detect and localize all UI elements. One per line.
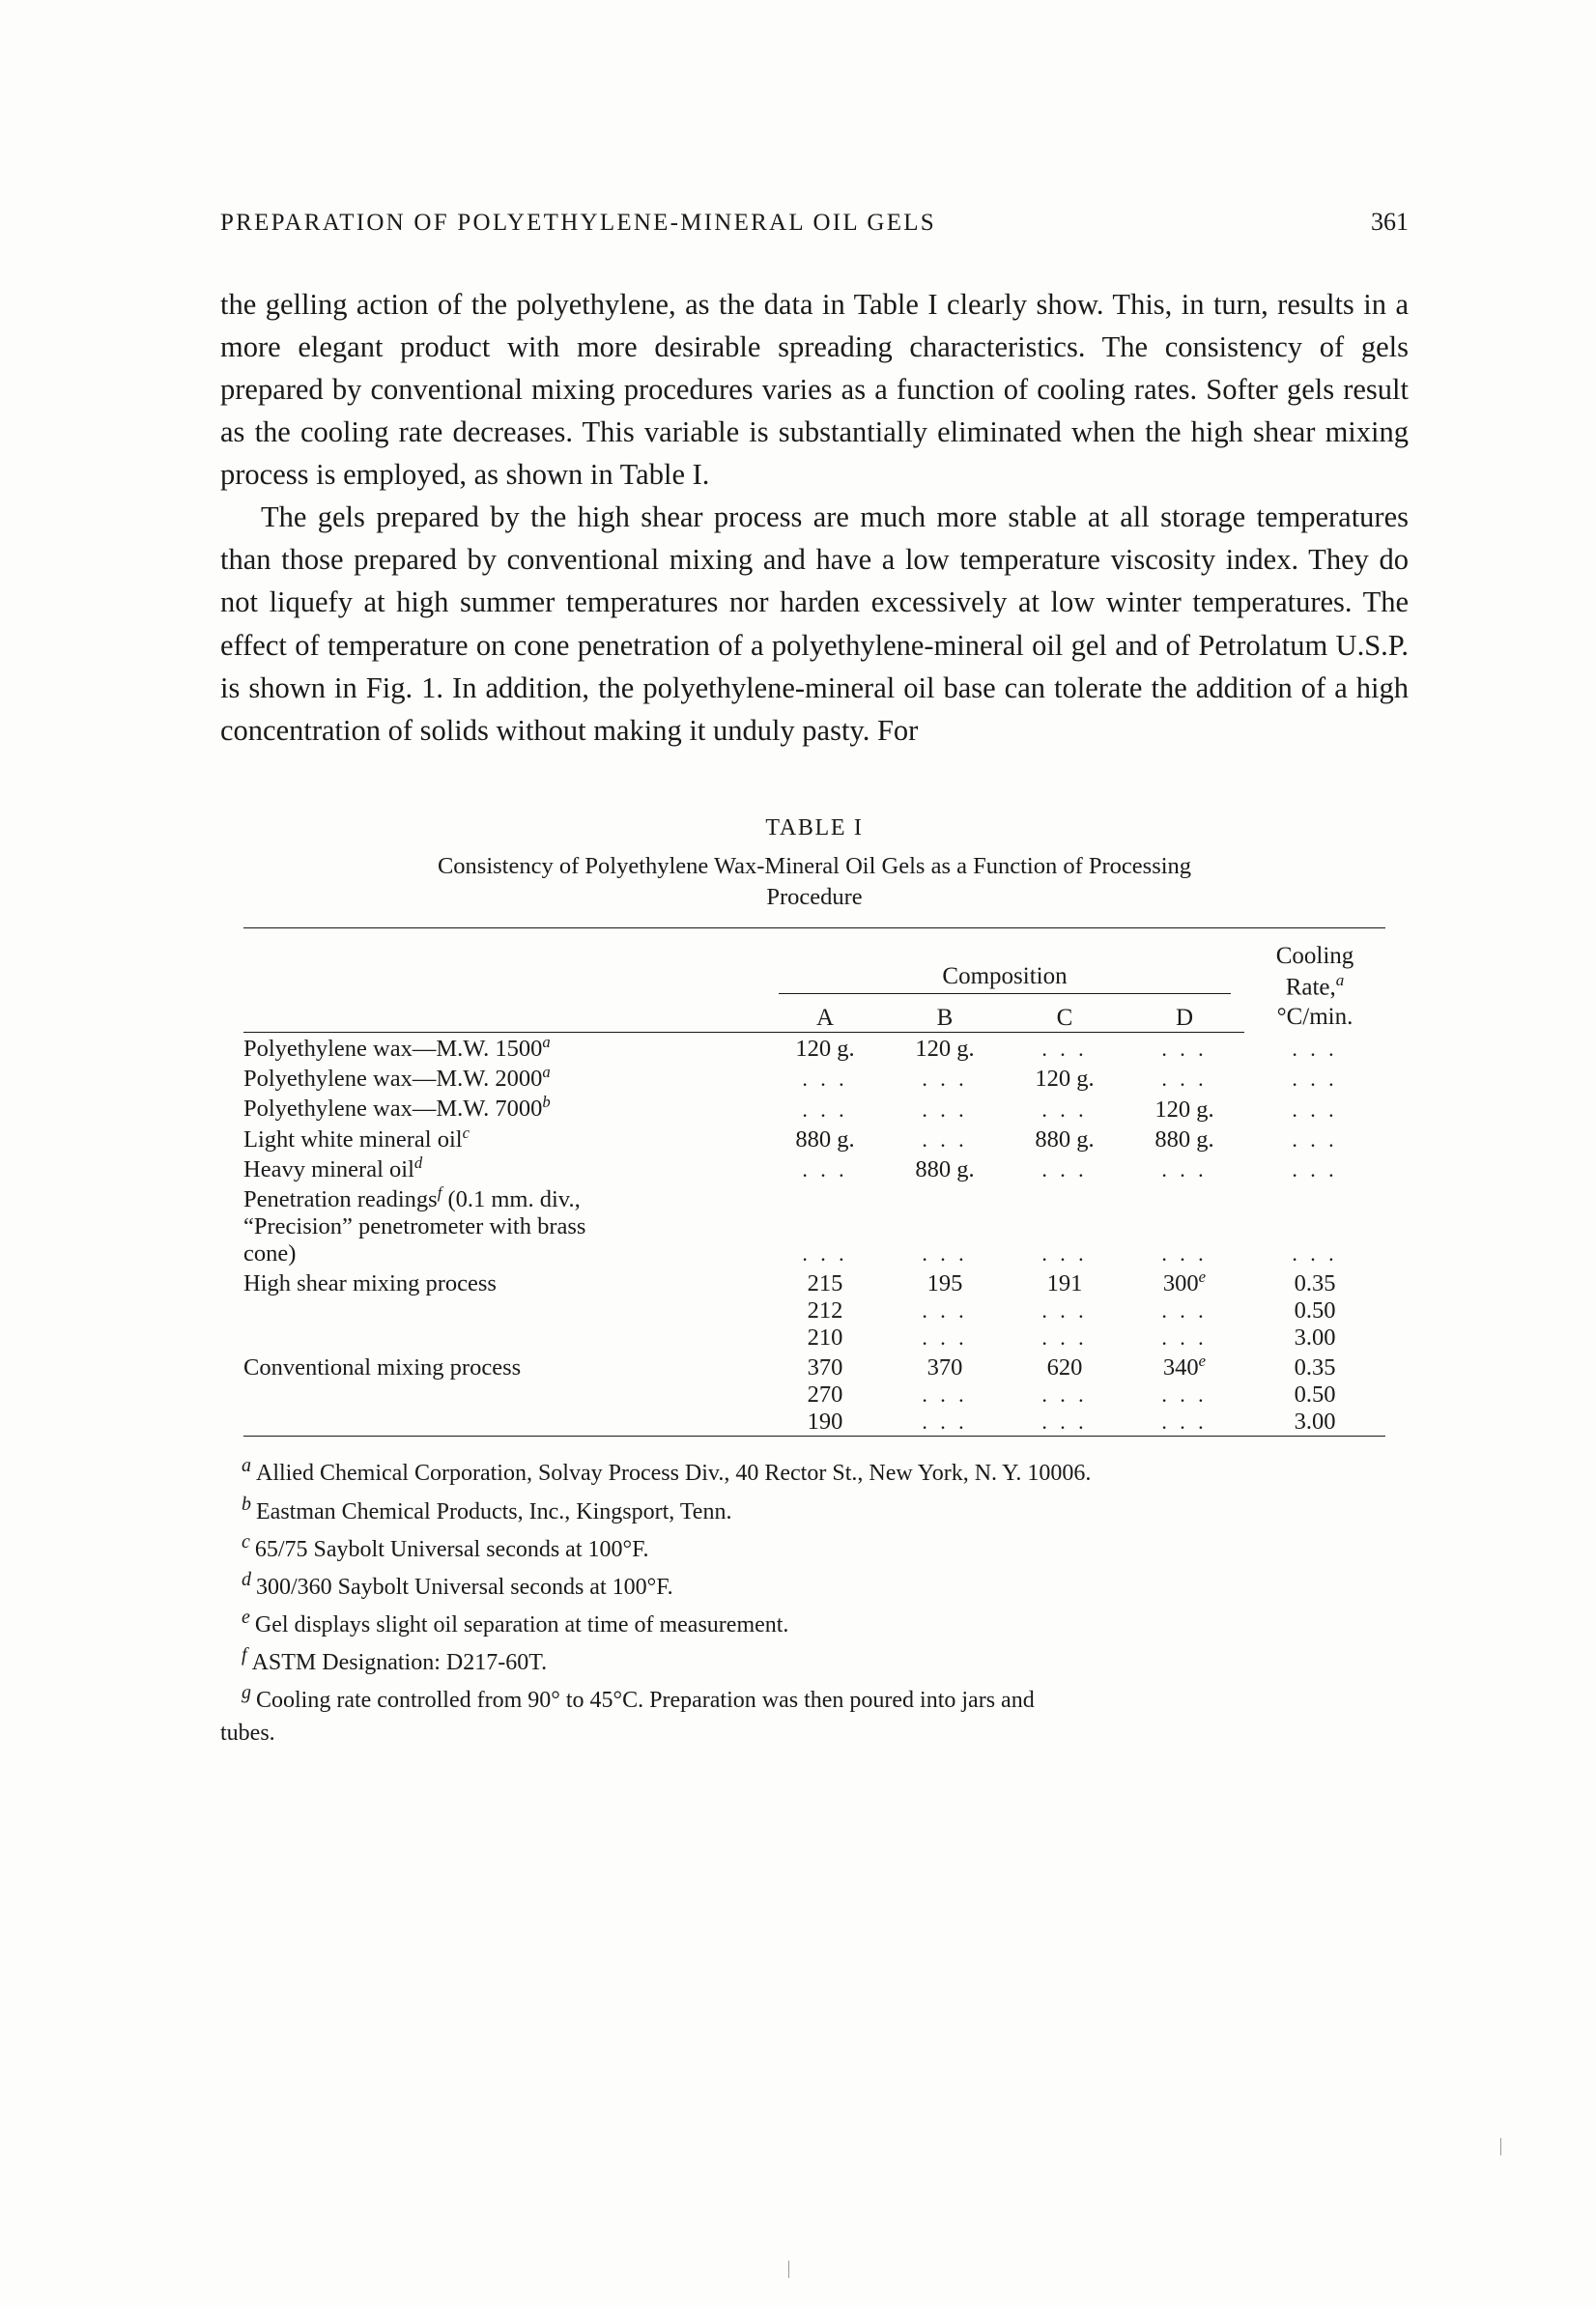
footnote-text: 300/360 Saybolt Universal seconds at 100°F.: [256, 1574, 673, 1600]
table-cell: [1244, 1033, 1385, 1064]
row-label: [243, 1381, 765, 1409]
table-footnotes: [220, 1452, 1409, 1750]
table-cell-value: . . .: [1041, 1325, 1088, 1351]
table-cell: [1125, 1154, 1244, 1183]
table-cell: [1244, 1352, 1385, 1381]
footnote-continuation: tubes.: [220, 1720, 275, 1746]
composition-rule: [779, 993, 1231, 994]
table-row: [243, 1063, 1385, 1093]
cooling-footnote-mark: a: [1335, 971, 1345, 990]
row-label: [243, 1352, 765, 1381]
table-cell-value: . . .: [922, 1097, 968, 1122]
running-head-title: PREPARATION OF POLYETHYLENE-MINERAL OIL GELS: [220, 210, 936, 236]
table-cell: [1005, 1154, 1125, 1183]
table-cell: [765, 1154, 885, 1183]
table-cell: [1244, 1154, 1385, 1183]
table-cell: [1005, 1093, 1125, 1123]
footnote-text: Allied Chemical Corporation, Solvay Process Div., 40 Rector St., New York, N. Y. 10006.: [256, 1461, 1092, 1487]
table-cell-value: 120 g.: [915, 1036, 975, 1063]
row-label: [243, 1297, 765, 1324]
table-cell: [1244, 1124, 1385, 1154]
table-cell: [765, 1381, 885, 1409]
table-cell-value: . . .: [922, 1325, 968, 1351]
table-cell-value: . . .: [802, 1156, 848, 1182]
table-cell: [765, 1409, 885, 1437]
table-cell: [765, 1183, 885, 1213]
table-cell: [765, 1093, 885, 1123]
table-cell-value: . . .: [1041, 1097, 1088, 1122]
row-label-text: Conventional mixing process: [243, 1354, 522, 1381]
row-label-footnote-mark: c: [462, 1123, 470, 1142]
footnote-text: Cooling rate controlled from 90° to 45°C. Preparation was then poured into jars and: [256, 1687, 1035, 1713]
header-spacer-2: [243, 994, 765, 1033]
table-cell-value: 210: [807, 1324, 843, 1352]
table-cell: [1125, 1381, 1244, 1409]
header-composition-label: Composition: [942, 962, 1068, 989]
table-cell: [1005, 1267, 1125, 1297]
table-cell: [1244, 1267, 1385, 1297]
table-cell: [885, 1240, 1005, 1267]
row-label-tail: (0.1 mm. div.,: [442, 1186, 581, 1213]
table-cell-value: 191: [1046, 1270, 1083, 1297]
table-cell-value: 880 g.: [1035, 1125, 1095, 1153]
footnote-mark: e: [242, 1606, 255, 1628]
table-cell: [1125, 1409, 1244, 1437]
table-cell: [1244, 1381, 1385, 1409]
table-cell: [1244, 1240, 1385, 1267]
page-content: [220, 208, 1409, 1750]
footnote: [220, 1679, 1409, 1717]
table-cell-value: 120 g.: [1154, 1096, 1214, 1123]
row-label: [243, 1124, 765, 1154]
table-row: [243, 1213, 1385, 1240]
footnote-mark: g: [242, 1681, 256, 1703]
table-cell-value: . . .: [1041, 1298, 1088, 1324]
table-caption-line-1: Consistency of Polyethylene Wax-Mineral Oil Gels as a Function of Processing: [437, 852, 1192, 879]
row-label-text: Heavy mineral oil: [243, 1155, 414, 1182]
column-letter-d: D: [1125, 994, 1244, 1033]
table-cell-value: 300: [1162, 1270, 1199, 1297]
table-cell: [1125, 1297, 1244, 1324]
table-cell-value: . . .: [1161, 1156, 1208, 1182]
table-cell: [1125, 1183, 1244, 1213]
table-block: [220, 815, 1409, 1750]
table-cell-value: . . .: [1041, 1410, 1088, 1435]
table-row: [243, 1297, 1385, 1324]
table-cell-value: . . .: [922, 1126, 968, 1152]
table-cell: [1125, 1267, 1244, 1297]
table-cell: [885, 1381, 1005, 1409]
table-cell-value: . . .: [1161, 1382, 1208, 1408]
table-cell-value: . . .: [1161, 1037, 1208, 1062]
table-cell: [1125, 1033, 1244, 1064]
table-cell: [765, 1352, 885, 1381]
footnote-text: Gel displays slight oil separation at time of measurement.: [254, 1611, 789, 1638]
footnote: [220, 1452, 1409, 1490]
table-cell: [1005, 1324, 1125, 1352]
table-cell: [1005, 1183, 1125, 1213]
table-cell-value: . . .: [1292, 1037, 1338, 1062]
table-cell-value: . . .: [922, 1382, 968, 1408]
header-cooling-rate: [1244, 927, 1385, 1032]
table-cell-value: 0.35: [1294, 1270, 1336, 1297]
table-cell: [1005, 1297, 1125, 1324]
table-header-row-1: [243, 927, 1385, 993]
table-caption: [317, 851, 1312, 914]
footnote-mark: b: [242, 1493, 256, 1515]
footnote-text: 65/75 Saybolt Universal seconds at 100°F.: [254, 1536, 649, 1562]
table-cell: [1244, 1297, 1385, 1324]
table-row: [243, 1267, 1385, 1297]
table-cell-value: . . .: [1041, 1382, 1088, 1408]
table-cell-value: . . .: [1161, 1067, 1208, 1092]
table-cell-value: . . .: [802, 1241, 848, 1267]
row-label-footnote-mark: a: [542, 1063, 551, 1082]
table-cell: [1005, 1063, 1125, 1093]
table-header-row-2: [243, 994, 1385, 1033]
table-cell-value: . . .: [1041, 1037, 1088, 1062]
footnote: [220, 1604, 1409, 1641]
paragraph-1: the gelling action of the polyethylene, as the data in Table I clearly show. This, in turn, results in a more elegant product with more desirable spreading characteristics. The consistency of gels prepared by conventional mixing procedures varies as a function of cooling rates. Softer gels result as the cooling rate decreases. This variable is substantially eliminated when the high shear mixing process is employed, as shown in Table I.: [220, 288, 1409, 492]
table-row: [243, 1154, 1385, 1183]
table-cell-value: . . .: [1161, 1325, 1208, 1351]
table-cell: [1125, 1324, 1244, 1352]
row-label-text: “Precision” penetrometer with brass: [243, 1213, 586, 1240]
row-label-footnote-mark: f: [437, 1182, 442, 1202]
row-label: [243, 1063, 765, 1093]
table-cell: [1244, 1213, 1385, 1240]
footnote-mark: c: [242, 1530, 255, 1552]
table-cell: [1005, 1381, 1125, 1409]
header-composition: [765, 927, 1244, 993]
column-letter-a: A: [765, 994, 885, 1033]
table-cell-value: 880 g.: [795, 1125, 855, 1153]
table-cell: [885, 1267, 1005, 1297]
cell-footnote-mark: e: [1198, 1267, 1207, 1287]
table-cell: [885, 1183, 1005, 1213]
row-label-text: High shear mixing process: [243, 1270, 497, 1297]
row-label: [243, 1267, 765, 1297]
table-cell-value: . . .: [922, 1067, 968, 1092]
table-cell: [765, 1063, 885, 1093]
paragraph-2: The gels prepared by the high shear process are much more stable at all storage temperatures than those prepared by conventional mixing and have a low temperature viscosity index. They do not liquefy at high summer temperatures nor harden excessively at low winter temperatures. The effect of temperature on cone penetration of a polyethylene-mineral oil gel and of Petrolatum U.S.P. is shown in Fig. 1. In addition, the polyethylene-mineral oil base can tolerate the addition of a high concentration of solids without making it unduly pasty. For: [220, 500, 1409, 747]
row-label: [243, 1183, 765, 1213]
table-cell: [1005, 1124, 1125, 1154]
table-label: TABLE I: [765, 814, 864, 840]
footnote: [220, 1566, 1409, 1604]
table-row: [243, 1033, 1385, 1064]
table-cell: [1005, 1240, 1125, 1267]
table-cell: [1125, 1093, 1244, 1123]
body-text: [220, 283, 1409, 752]
row-label-footnote-mark: b: [542, 1093, 551, 1112]
table-cell: [885, 1154, 1005, 1183]
row-label-text: Light white mineral oil: [243, 1125, 463, 1153]
row-label: [243, 1409, 765, 1437]
crop-tick-bottom: [788, 2261, 789, 2278]
table-cell-value: . . .: [1041, 1156, 1088, 1182]
table-cell-value: 340: [1162, 1354, 1199, 1381]
cell-footnote-mark: e: [1198, 1352, 1207, 1371]
table-cell-value: . . .: [1292, 1067, 1338, 1092]
table-cell: [765, 1213, 885, 1240]
footnote-text: Eastman Chemical Products, Inc., Kingsport, Tenn.: [256, 1498, 732, 1524]
table-cell: [765, 1240, 885, 1267]
column-letter-c: C: [1005, 994, 1125, 1033]
table-cell-value: . . .: [1292, 1241, 1338, 1267]
consistency-table: [243, 927, 1385, 1438]
table-cell: [1244, 1063, 1385, 1093]
table-cell-value: . . .: [1041, 1241, 1088, 1267]
table-cell-value: 0.50: [1294, 1381, 1336, 1409]
table-cell-value: 120 g.: [795, 1036, 855, 1063]
row-label: [243, 1093, 765, 1123]
table-cell-value: 195: [926, 1270, 963, 1297]
footnote-mark: f: [242, 1643, 252, 1666]
table-cell: [885, 1352, 1005, 1381]
table-cell: [885, 1324, 1005, 1352]
table-cell: [765, 1324, 885, 1352]
table-cell-value: 880 g.: [1154, 1125, 1214, 1153]
table-row: [243, 1183, 1385, 1213]
table-cell: [885, 1093, 1005, 1123]
table-cell-value: . . .: [922, 1298, 968, 1324]
cooling-line-2: Rate,: [1285, 974, 1336, 1001]
table-cell: [885, 1297, 1005, 1324]
table-cell-value: 190: [807, 1409, 843, 1436]
table-caption-line-2: Procedure: [766, 884, 863, 911]
header-spacer: [243, 927, 765, 993]
table-cell-value: . . .: [802, 1067, 848, 1092]
running-head: [220, 208, 1409, 237]
table-cell-value: . . .: [1292, 1126, 1338, 1152]
table-cell: [1125, 1352, 1244, 1381]
table-cell: [1125, 1124, 1244, 1154]
table-cell-value: . . .: [1292, 1156, 1338, 1182]
table-cell-value: . . .: [1161, 1410, 1208, 1435]
table-cell-value: 3.00: [1294, 1324, 1336, 1352]
table-cell: [765, 1297, 885, 1324]
table-cell: [885, 1033, 1005, 1064]
table-cell-value: 212: [807, 1297, 843, 1324]
row-label: [243, 1240, 765, 1267]
table-cell-value: 370: [807, 1354, 843, 1381]
footnote-mark: d: [242, 1568, 256, 1590]
table-cell: [1005, 1033, 1125, 1064]
cooling-line-3: °C/min.: [1276, 1004, 1354, 1031]
row-label-text: Polyethylene wax—M.W. 1500: [243, 1036, 543, 1063]
table-cell: [885, 1213, 1005, 1240]
table-cell-value: . . .: [922, 1410, 968, 1435]
table-cell: [885, 1124, 1005, 1154]
table-cell: [1125, 1240, 1244, 1267]
table-cell-value: 120 g.: [1035, 1066, 1095, 1093]
table-row: [243, 1352, 1385, 1381]
row-label: [243, 1033, 765, 1064]
table-cell: [885, 1409, 1005, 1437]
footnote: [220, 1528, 1409, 1566]
row-label-text: cone): [243, 1240, 297, 1267]
table-cell-value: . . .: [1161, 1298, 1208, 1324]
table-cell: [1005, 1352, 1125, 1381]
table-cell-value: 3.00: [1294, 1409, 1336, 1436]
cooling-line-1: Cooling: [1275, 942, 1354, 969]
row-label-footnote-mark: a: [542, 1033, 551, 1052]
row-label: [243, 1213, 765, 1240]
table-cell: [1005, 1409, 1125, 1437]
table-cell-value: 880 g.: [915, 1155, 975, 1182]
footnote-text: ASTM Designation: D217-60T.: [251, 1649, 548, 1675]
table-cell: [765, 1033, 885, 1064]
table-cell-value: 215: [807, 1270, 843, 1297]
table-cell-value: . . .: [922, 1241, 968, 1267]
table-cell-value: 270: [807, 1381, 843, 1409]
table-row: [243, 1381, 1385, 1409]
table-body: [243, 1033, 1385, 1437]
table-cell: [1005, 1213, 1125, 1240]
footnote: [220, 1491, 1409, 1528]
table-cell-value: . . .: [1161, 1241, 1208, 1267]
table-cell-value: 620: [1046, 1354, 1083, 1381]
table-row: [243, 1324, 1385, 1352]
crop-tick-right: [1500, 2138, 1501, 2155]
row-label-text: Polyethylene wax—M.W. 7000: [243, 1096, 543, 1123]
row-label: [243, 1154, 765, 1183]
table-cell-value: 0.50: [1294, 1297, 1336, 1324]
footnote-mark: a: [242, 1455, 256, 1477]
table-cell-value: . . .: [1292, 1097, 1338, 1122]
table-cell: [885, 1063, 1005, 1093]
row-label-text: Penetration readings: [243, 1186, 438, 1213]
table-cell: [1125, 1063, 1244, 1093]
table-cell: [765, 1267, 885, 1297]
row-label: [243, 1324, 765, 1352]
table-cell: [765, 1124, 885, 1154]
table-row: [243, 1093, 1385, 1123]
row-label-text: Polyethylene wax—M.W. 2000: [243, 1066, 543, 1093]
table-cell-value: 370: [926, 1354, 963, 1381]
page-number: 361: [1371, 208, 1409, 236]
table-row: [243, 1240, 1385, 1267]
footnote: [220, 1641, 1409, 1679]
table-row: [243, 1409, 1385, 1437]
table-cell: [1244, 1093, 1385, 1123]
table-cell: [1125, 1213, 1244, 1240]
table-cell: [1244, 1183, 1385, 1213]
table-cell: [1244, 1324, 1385, 1352]
row-label-footnote-mark: d: [413, 1153, 423, 1172]
table-cell: [1244, 1409, 1385, 1437]
table-row: [243, 1124, 1385, 1154]
table-cell-value: 0.35: [1294, 1354, 1336, 1381]
column-letter-b: B: [885, 994, 1005, 1033]
table-cell-value: . . .: [802, 1097, 848, 1122]
